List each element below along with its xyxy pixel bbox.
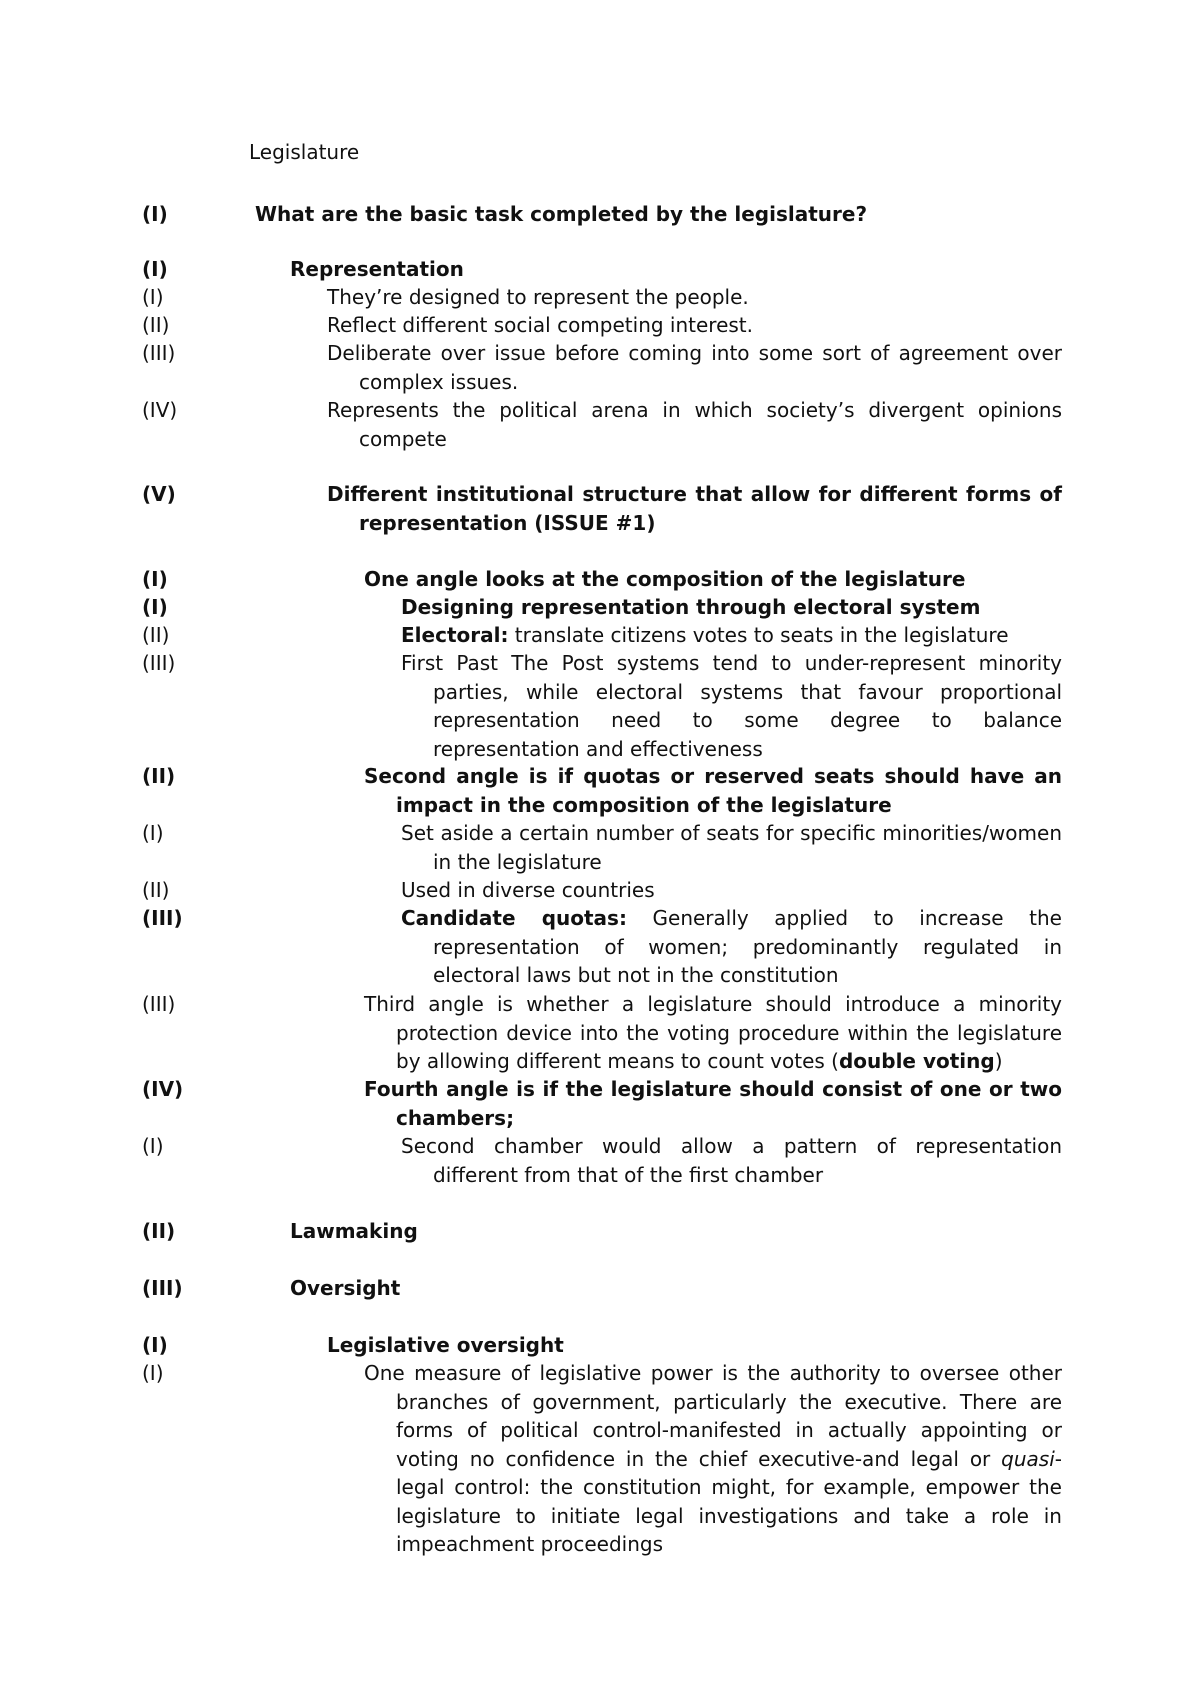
angle-text (364, 990, 1062, 1076)
angle-marker: (III) (142, 992, 176, 1016)
sub-item-text: Second chamber would allow a pattern of representation different from that of the first chamber (401, 1134, 1062, 1187)
page-title: Legislature (249, 140, 360, 164)
angle-marker: (I) (142, 567, 168, 591)
sub-item-text: First Past The Post systems tend to under-represent minority parties, while electoral systems that favour proportional representation need to some degree to balance representation and effectiveness (401, 651, 1062, 761)
sub-heading-marker: (I) (142, 1333, 168, 1357)
sub-item-marker: (II) (142, 623, 170, 647)
point-marker: (III) (142, 341, 176, 365)
question-text: What are the basic task completed by the legislature? (255, 202, 868, 226)
sub-heading: Legislative oversight (327, 1333, 564, 1357)
point-marker: (I) (142, 285, 164, 309)
issue-marker: (V) (142, 482, 176, 506)
angle-text: Second angle is if quotas or reserved seats should have an impact in the composition of the legislature (364, 764, 1062, 817)
point-text: Reflect different social competing interest. (327, 313, 754, 337)
oversight-item-text (364, 1359, 1062, 1559)
sub-item-body: Generally applied to increase the representation of women; predominantly regulated in electoral laws but not in the constitution (433, 906, 1062, 987)
point-text: Represents the political arena in which society’s divergent opinions compete (327, 398, 1062, 451)
lawmaking-marker: (II) (142, 1219, 176, 1243)
angle-text: One angle looks at the composition of the legislature (364, 567, 966, 591)
oversight-body-end: -legal control: the constitution might, for example, empower the legislature to initiate legal investigations and take a role in impeachment proceedings (396, 1446, 1062, 1556)
issue-text: Different institutional structure that allow for different forms of representation (ISSUE #1) (327, 482, 1062, 535)
sub-item-body: translate citizens votes to seats in the legislature (508, 623, 1009, 647)
sub-item-text: Used in diverse countries (401, 878, 655, 902)
sub-item-marker: (I) (142, 1134, 164, 1158)
sub-item-marker: (III) (142, 906, 183, 930)
sub-item-text (401, 621, 1062, 650)
sub-item-marker: (II) (142, 878, 170, 902)
representation-marker: (I) (142, 257, 168, 281)
point-text: Deliberate over issue before coming into some sort of agreement over complex issues. (327, 341, 1062, 394)
oversight-heading: Oversight (290, 1276, 401, 1300)
oversight-item-marker: (I) (142, 1361, 164, 1385)
lawmaking-heading: Lawmaking (290, 1219, 418, 1243)
representation-heading: Representation (290, 257, 464, 281)
angle-body-end: ) (994, 1049, 1003, 1073)
oversight-body: One measure of legislative power is the authority to oversee other branches of government, particularly the executive. There are forms of political control-manifested in actually appointing or voting no confidence in the chief executive-and legal or (364, 1361, 1062, 1471)
bold-term: Candidate quotas: (401, 906, 627, 930)
point-text: They’re designed to represent the people. (327, 285, 749, 309)
point-marker: (IV) (142, 398, 178, 422)
angle-body: Third angle is whether a legislature should introduce a minority protection device into the voting procedure within the legislature by allowing different means to count votes ( (364, 992, 1062, 1073)
question-marker: (I) (142, 202, 168, 226)
sub-item-text: Designing representation through electoral system (401, 595, 981, 619)
point-marker: (II) (142, 313, 170, 337)
bold-term: double voting (838, 1049, 995, 1073)
sub-item-text (401, 904, 1062, 990)
oversight-marker: (III) (142, 1276, 183, 1300)
sub-item-marker: (I) (142, 821, 164, 845)
angle-text: Fourth angle is if the legislature should consist of one or two chambers; (364, 1077, 1062, 1130)
sub-item-marker: (III) (142, 651, 176, 675)
italic-term: quasi (1001, 1446, 1055, 1471)
sub-item-marker: (I) (142, 595, 168, 619)
angle-marker: (IV) (142, 1077, 184, 1101)
angle-marker: (II) (142, 764, 176, 788)
bold-term: Electoral: (401, 623, 509, 647)
sub-item-text: Set aside a certain number of seats for specific minorities/women in the legislature (401, 821, 1062, 874)
